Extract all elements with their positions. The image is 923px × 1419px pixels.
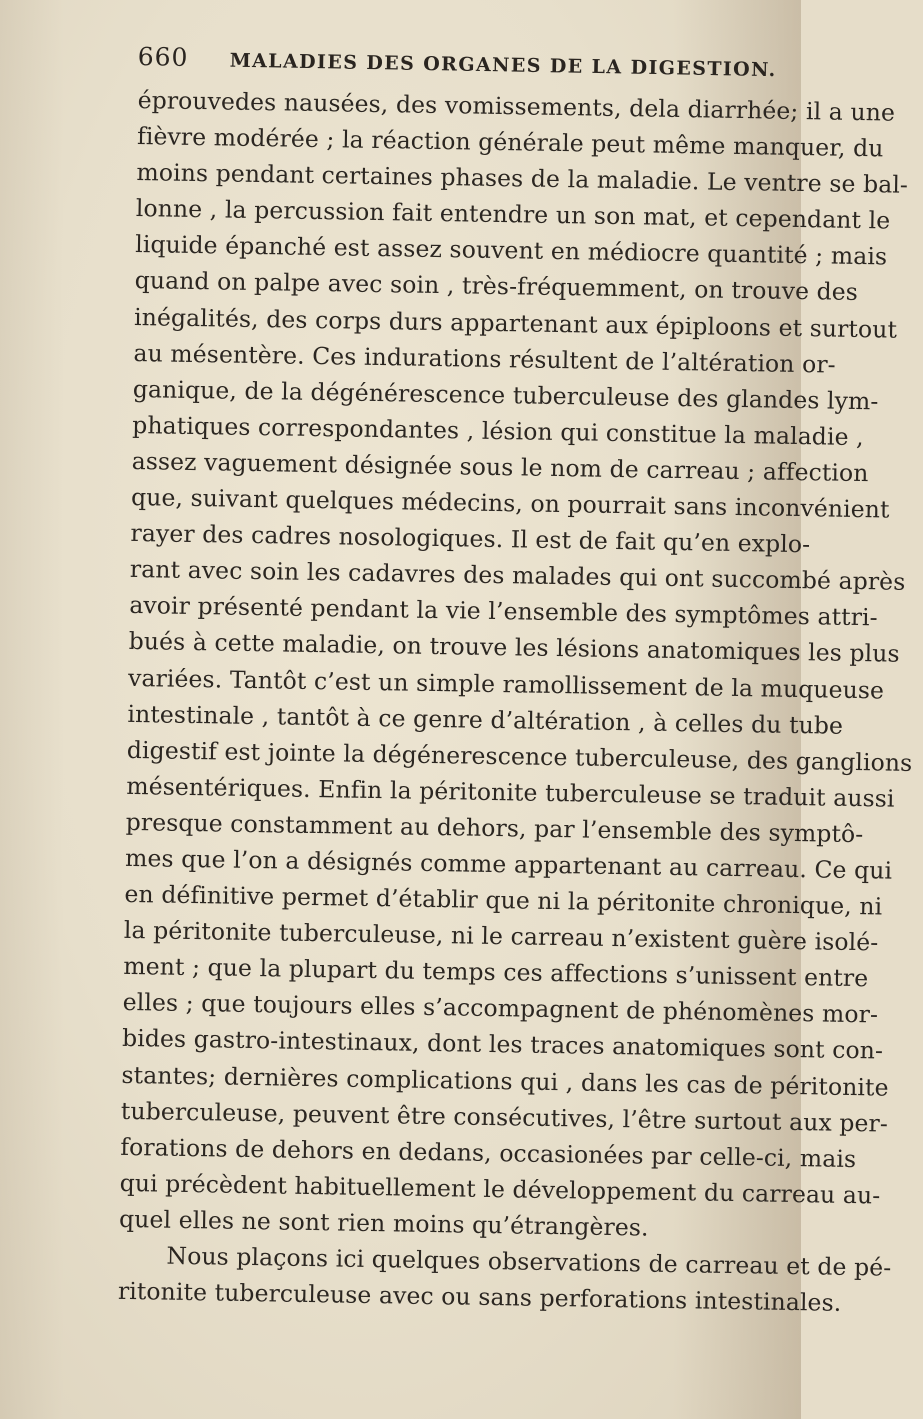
text-line: rant avec soin les cadavres des malades qui ont succombé après <box>129 555 906 597</box>
text-line: ganique, de la dégénérescence tuberculeuse des glandes lym- <box>132 374 879 416</box>
paragraph-last-line: quel elles ne sont rien moins qu’étrangères. <box>118 1204 649 1242</box>
text-line: la péritonite tuberculeuse, ni le carreau n’existent guère isolé- <box>123 916 879 957</box>
paragraph-first-line: Nous plaçons ici quelques observations de carreau et de pé- <box>166 1241 892 1282</box>
text-line: tuberculeuse, peuvent être consécutives, l’être surtout aux per- <box>120 1096 889 1138</box>
text-line: au mésentère. Ces indurations résultent de l’altération or- <box>133 338 836 379</box>
text-line: forations de dehors en dedans, occasionées par celle-ci, mais <box>120 1132 857 1173</box>
text-line: qui précèdent habituellement le développement du carreau au- <box>119 1168 881 1210</box>
text-line: liquide épanché est assez souvent en médiocre quantité ; mais <box>135 230 888 271</box>
page-header <box>137 42 778 89</box>
text-line: mésentériques. Enfin la péritonite tuberculeuse se traduit aussi <box>126 771 895 813</box>
text-line: rayer des cadres nosologiques. Il est de fait qu’en explo- <box>130 519 811 559</box>
text-line: stantes; dernières complications qui , dans les cas de péritonite <box>121 1060 889 1102</box>
paragraph-last-line: ritonite tuberculeuse avec ou sans perforations intestinales. <box>117 1276 842 1317</box>
text-line: ment ; que la plupart du temps ces affections s’unissent entre <box>123 952 869 993</box>
text-line: intestinale , tantôt à ce genre d’altération , à celles du tube <box>127 699 844 740</box>
text-line: avoir présenté pendant la vie l’ensemble des symptômes attri- <box>129 591 878 632</box>
text-line: bués à cette maladie, on trouve les lésions anatomiques les plus <box>128 627 900 669</box>
text-line: éprouvedes nausées, des vomissements, dela diarrhée; il a une <box>137 85 896 127</box>
text-line: moins pendant certaines phases de la maladie. Le ventre se bal- <box>136 158 909 199</box>
text-line: presque constamment au dehors, par l’ensemble des symptô- <box>125 807 864 849</box>
text-line: variées. Tantôt c’est un simple ramollissement de la muqueuse <box>127 663 885 704</box>
text-line: fièvre modérée ; la réaction générale peut même manquer, du <box>136 122 884 163</box>
text-line: phatiques correspondantes , lésion qui constitue la maladie , <box>132 410 864 451</box>
text-line: inégalités, des corps durs appartenant aux épiploons et surtout <box>133 302 898 344</box>
page-number: 660 <box>137 42 189 72</box>
text-line: assez vaguement désignée sous le nom de carreau ; affection <box>131 446 869 488</box>
body-text <box>117 82 913 1320</box>
running-title: MALADIES DES ORGANES DE LA DIGESTION. <box>229 49 777 82</box>
text-line: quand on palpe avec soin , très-fréquemment, on trouve des <box>134 266 859 307</box>
text-line: elles ; que toujours elles s’accompagnent de phénomènes mor- <box>122 988 879 1029</box>
text-line: en définitive permet d’établir que ni la péritonite chronique, ni <box>124 879 883 921</box>
text-line: bides gastro-intestinaux, dont les traces anatomiques sont con- <box>121 1024 884 1065</box>
text-line: digestif est jointe la dégénerescence tuberculeuse, des ganglions <box>126 735 913 777</box>
text-line: que, suivant quelques médecins, on pourrait sans inconvénient <box>130 482 890 524</box>
text-line: lonne , la percussion fait entendre un son mat, et cependant le <box>135 194 891 235</box>
text-line: mes que l’on a désignés comme appartenant au carreau. Ce qui <box>124 843 893 885</box>
